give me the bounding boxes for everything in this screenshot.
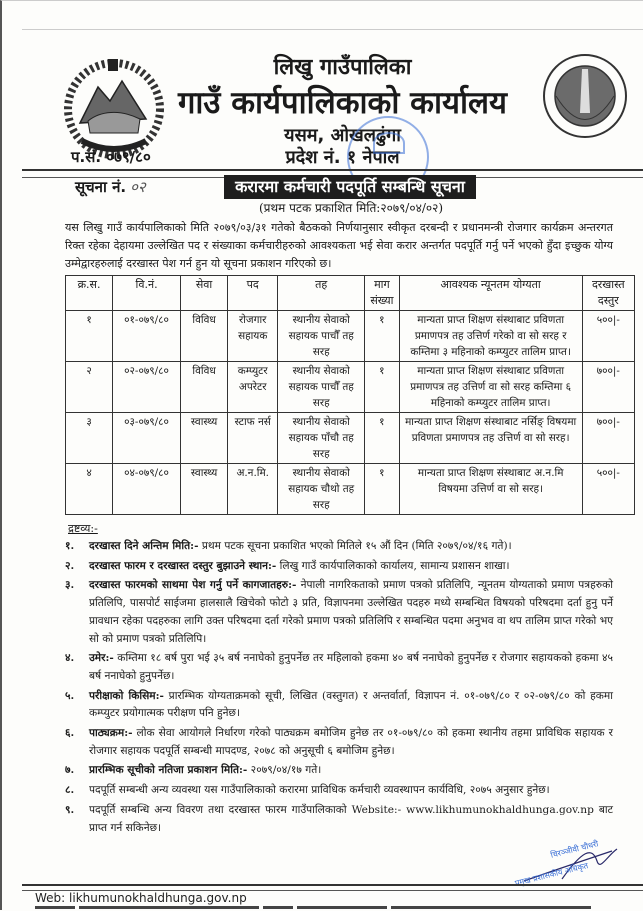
note-item [65, 762, 613, 780]
notice-title: करारमा कर्मचारी पदपूर्ति सम्बन्धि सूचना [224, 175, 476, 199]
cell-service: स्वास्थ्य [181, 413, 228, 464]
cell-fee: ५००|- [582, 311, 634, 362]
col-service: सेवा [181, 276, 228, 311]
cell-post: स्टाफ नर्स [228, 413, 278, 464]
cell-sn: २ [66, 362, 113, 413]
cell-sn: ४ [66, 464, 113, 515]
note-item [65, 558, 613, 576]
note-label: पाठ्यक्रम:- [89, 727, 133, 740]
cell-qualification: मान्यता प्राप्त शिक्षण संस्थाबाट अ.न.मि विषयमा उत्तिर्ण वा सो सरह। [399, 464, 582, 515]
cell-qualification: मान्यता प्राप्त शिक्षण संस्थाबाट प्रविणता प्रमाणपत्र तह उत्तिर्ण गरेको वा सो सरह र कम्तिमा ३ महिनाको कम्प्युटर तालिम प्राप्त। [399, 311, 582, 362]
note-number: ६. [65, 727, 75, 740]
cell-service: विविध [181, 362, 228, 413]
note-number: ५. [65, 689, 75, 702]
col-sn: क्र.स. [66, 276, 113, 311]
cell-sn: ३ [66, 413, 113, 464]
footer-cut-line [35, 906, 635, 911]
notice-number [75, 177, 146, 197]
cell-service: विविध [181, 311, 228, 362]
note-label: प्रारम्भिक सूचीको नतिजा प्रकाशन मिति:- [89, 764, 248, 777]
table-row [66, 413, 635, 464]
note-number: ४. [65, 652, 75, 665]
top-border [22, 29, 643, 30]
cell-fee: ७००|- [582, 362, 634, 413]
cell-level: स्थानीय सेवाको सहायक पाचौँ तह सरह [278, 311, 365, 362]
col-ad-no: वि.नं. [113, 276, 181, 311]
note-item [65, 650, 613, 685]
cell-ad-no: ०४-०७९/८० [113, 464, 181, 515]
cell-qualification: मान्यता प्राप्त शिक्षण संस्थाबाट नर्सिङ् विषयमा प्रविणता प्रमाणपत्र तह उत्तिर्ण वा सो सरह। [399, 413, 582, 464]
footer-website: Web: likhumunokhaldhunga.gov.np [35, 891, 247, 905]
cell-count: १ [365, 362, 400, 413]
cell-qualification: मान्यता प्राप्त शिक्षण संस्थाबाट प्रविणता प्रमाणपत्र तह उत्तिर्ण वा सो सरह कम्तिमा ६ महिनाको कम्प्युटर तालिम प्राप्त। [399, 362, 582, 413]
cell-post: अ.न.मि. [228, 464, 278, 515]
cell-ad-no: ०३-०७९/८० [113, 413, 181, 464]
note-label: दरखास्त फारम र दरखास्त दस्तुर बुझाउने स्थान:- [89, 559, 277, 572]
table-header-row [66, 276, 635, 311]
notes-list [65, 538, 613, 839]
note-text: प्रथम पटक सूचना प्रकाशित भएको मितिले १५ औं दिन (मिति २०७९/०४/१६ गते)। [198, 540, 512, 552]
cell-count: १ [365, 464, 400, 515]
signatory-title: प्रमुख प्रशासकीय अधिकृत [514, 861, 590, 888]
cell-count: १ [365, 311, 400, 362]
office-name: गाउँ कार्यपालिकाको कार्यालय [177, 85, 508, 121]
cell-level: स्थानीय सेवाको सहायक पाँचौ तह सरह [278, 413, 365, 464]
note-text: लोक सेवा आयोगले निर्धारण गरेको पाठ्यक्रम बमोजिम हुनेछ तर ०१-०७९/८० को हकमा स्थानीय तहमा प्राविधिक सहायक र रोजगार सहायक पदपूर्ति सम्बन्धी मापदण्ड, २०७८ को अनुसूची ६ बमोजिम हुनेछ। [89, 727, 613, 757]
intro-paragraph: यस लिखु गाउँ कार्यपालिकाको मिति २०७९/०३/३१ गतेको बैठकको निर्णयानुसार स्वीकृत दरबन्दी र प्रधानमन्त्री रोजगार कार्यक्रम अन्तरगत रिक्त रहेका देहायमा उल्लेखित पद र संख्याका कर्मचारीहरुको आवश्यकता भई सेवा करार अन्तर्गत पदपूर्ति गर्नु पर्ने भएको हुँदा इच्छुक योग्य उम्मेद्वारहरुलाई दरखास्त पेश गर्न हुन यो सूचना प्रकाशन गरिएको छ। [65, 221, 613, 270]
note-number: ३. [65, 579, 75, 592]
cell-post: रोजगार सहायक [228, 311, 278, 362]
footer-divider [22, 884, 643, 891]
cell-level: स्थानीय सेवाको सहायक चौथो तह सरह [278, 464, 365, 515]
municipality-seal-icon [542, 53, 628, 139]
col-fee: दरखास्त दस्तुर [582, 276, 634, 311]
table-row [66, 311, 635, 362]
notice-number-label: सूचना नं. [75, 178, 127, 196]
cell-sn: १ [66, 311, 113, 362]
col-level: तह [278, 276, 365, 311]
note-label: परीक्षाको किसिम:- [89, 689, 164, 702]
note-text: पदपूर्ति सम्बन्धि अन्य विवरण तथा दरखास्त फारम गाउँपालिकाको Website:- www.likhumunokhaldhunga.gov.np बाट प्राप्त गर्न सकिनेछ। [89, 803, 613, 834]
note-item [65, 538, 613, 556]
cell-count: १ [365, 413, 400, 464]
cell-service: स्वास्थ्य [181, 464, 228, 515]
note-text: प्रारम्भिक योग्यताक्रमको सूची, लिखित (वस्तुगत) र अन्तर्वार्ता, विज्ञापन नं. ०१-०७९/८० र ०२-०७९/८० को हकमा कम्प्युटर प्रयोगात्मक परीक्षण पनि हुनेछ। [89, 689, 613, 720]
publication-date: (प्रथम पटक प्रकाशित मिति:२०७९/०४/०२) [258, 201, 444, 215]
note-text: नेपाली नागरिकताको प्रमाण पत्रको प्रतिलिपि, न्यूनतम योग्यताको प्रमाण पत्रहरुको प्रतिलिपि, पासपोर्ट साईजमा हालसालै खिचेको फोटो ३ प्रति, विज्ञापनमा उल्लेखित पदहरु मध्ये सम्बन्धित विषयको परिषदमा दर्ता हुनु पर्ने प्रावधान रहेका पदहरुका लागि उक्त परिषदमा दर्ता गरेको प्रमाण पत्रको प्रतिलिपि र सम्बन्धित पदमा अनुभव वा थप तालिम प्राप्त गरेको भए सो को प्रमाण पत्रको प्रतिलिपि। [89, 579, 613, 645]
note-item [65, 802, 613, 837]
note-number: ७. [65, 764, 75, 777]
cell-ad-no: ०१-०७९/८० [113, 311, 181, 362]
note-item [65, 725, 613, 760]
office-province: प्रदेश नं. १ नेपाल [285, 147, 400, 168]
note-item [65, 782, 613, 800]
note-label: दरखास्त फारमको साथमा पेश गर्नु पर्ने कागजातहरु:- [89, 579, 297, 592]
cell-level: स्थानीय सेवाको सहायक पाचौँ तह सरह [278, 362, 365, 413]
cell-fee: ७००|- [582, 413, 634, 464]
table-row [66, 362, 635, 413]
note-item [65, 577, 613, 648]
note-text: पदपूर्ति सम्बन्धी अन्य व्यवस्था यस गाउँपालिकाको करारमा प्राविधिक कर्मचारी व्यवस्थापन कार्यविधि, २०७५ अनुसार हुनेछ। [89, 784, 550, 797]
col-qualification: आवश्यक न्यूनतम योग्यता [399, 276, 582, 311]
table-row [66, 464, 635, 515]
note-text: लिखु गाउँ कार्यपालिकाको कार्यालय, सामान्य प्रशासन शाखा। [276, 559, 510, 572]
notice-number-value: ०२ [130, 178, 146, 196]
reference-number: प.सं. ०७९/८० [71, 148, 151, 166]
cell-fee: ५००|- [582, 464, 634, 515]
note-number: ८. [65, 784, 75, 797]
col-post: पद [228, 276, 278, 311]
note-item [65, 688, 613, 723]
signatory-name: चिरञ्जीवी चौधरी [549, 839, 600, 860]
note-label: उमेर:- [89, 652, 114, 665]
col-count: माग संख्या [365, 276, 400, 311]
cell-ad-no: ०२-०७९/८० [113, 362, 181, 413]
note-number: २. [65, 559, 75, 572]
municipality-name: लिखु गाउँपालिका [273, 55, 412, 80]
notes-heading: द्रष्टव्य:- [68, 522, 98, 535]
note-number: ९. [65, 803, 75, 816]
note-label: दरखास्त दिने अन्तिम मिति:- [89, 540, 199, 552]
note-text: २०७९/०४/१७ गते। [247, 764, 322, 777]
office-location: यसम, ओखलढुंगा [284, 125, 401, 146]
cell-post: कम्प्युटर अपरेटर [228, 362, 278, 413]
note-number: १. [65, 540, 75, 552]
note-text: कम्तिमा १८ बर्ष पुरा भई ३५ बर्ष ननाघेको हुनुपर्नेछ तर महिलाको हकमा ४० बर्ष ननाघेको हुनुपर्नेछ र रोजगार सहायकको हकमा ४५ बर्ष ननाघेको हुनुपर्नेछ। [89, 652, 613, 682]
vacancy-table [65, 275, 635, 515]
